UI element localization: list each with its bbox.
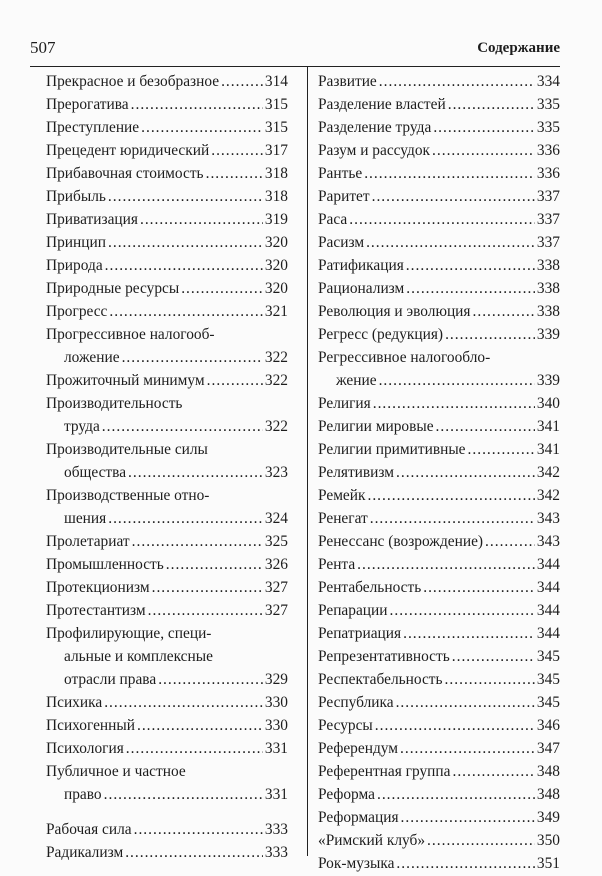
column-divider (307, 66, 308, 856)
dot-leader (108, 231, 263, 254)
toc-entry[interactable] (46, 162, 288, 185)
toc-entry-page: 344 (536, 602, 560, 619)
section-title: Содержание (477, 40, 560, 56)
toc-entry-title-line: Развитие (318, 73, 377, 90)
dot-leader (137, 714, 263, 737)
toc-entry-page: 349 (536, 809, 560, 826)
toc-entry-title-line: Репатриация (318, 625, 402, 642)
dot-leader (452, 645, 535, 668)
toc-entry-page: 325 (264, 533, 288, 550)
toc-entry[interactable] (318, 599, 560, 622)
toc-entry[interactable] (46, 530, 288, 553)
toc-entry[interactable] (318, 806, 560, 829)
dot-leader (473, 300, 535, 323)
toc-entry-page: 322 (264, 349, 288, 366)
toc-entry[interactable] (318, 507, 560, 530)
toc-entry-title-line: Революция и эволюция (318, 303, 471, 320)
toc-entry-page: 345 (536, 648, 560, 665)
toc-entry-page: 344 (536, 625, 560, 642)
toc-entry-title-line: Регрессивное налогообло- (318, 349, 491, 366)
toc-entry[interactable] (46, 369, 288, 392)
toc-entry-title-line: Раса (318, 211, 348, 228)
dot-leader (152, 576, 263, 599)
toc-entry-page: 350 (536, 832, 560, 849)
toc-entry-page: 318 (264, 188, 288, 205)
toc-entry[interactable] (46, 392, 288, 438)
toc-entry-page: 340 (536, 395, 560, 412)
toc-entry[interactable] (318, 208, 560, 231)
dot-leader (104, 783, 263, 806)
toc-entry[interactable] (318, 277, 560, 300)
toc-entry[interactable] (318, 760, 560, 783)
toc-entry-title-line: шения (64, 510, 107, 527)
toc-entry[interactable] (318, 116, 560, 139)
toc-entry-page: 321 (264, 303, 288, 320)
toc-entry-title-line: «Римский клуб» (318, 832, 426, 849)
toc-entry-page: 342 (536, 464, 560, 481)
toc-entry[interactable] (318, 139, 560, 162)
dot-leader (364, 162, 535, 185)
toc-entry-title-line: право (64, 786, 102, 803)
toc-entry[interactable] (318, 438, 560, 461)
toc-entry[interactable] (46, 185, 288, 208)
toc-entry-title-line: Регресс (редукция) (318, 326, 444, 343)
toc-entry-title-line: Психика (46, 694, 103, 711)
toc-entry-title-line: ложение (64, 349, 120, 366)
toc-entry[interactable] (46, 714, 288, 737)
toc-entry-page: 314 (264, 73, 288, 90)
toc-entry-title-line: Респектабельность (318, 671, 443, 688)
toc-entry[interactable] (46, 438, 288, 484)
toc-entry-page: 348 (536, 763, 560, 780)
toc-entry-title-line: Референтная группа (318, 763, 451, 780)
toc-entry-page: 348 (536, 786, 560, 803)
dot-leader (357, 553, 535, 576)
toc-entry[interactable] (46, 277, 288, 300)
toc-entry-page: 315 (264, 119, 288, 136)
dot-leader (132, 530, 263, 553)
toc-entry-page: 327 (264, 579, 288, 596)
toc-entry[interactable] (46, 300, 288, 323)
dot-leader (396, 461, 535, 484)
toc-entry-page: 333 (264, 821, 288, 838)
toc-entry-title-line: Профилирующие, специ- (46, 625, 212, 642)
dot-leader (128, 461, 263, 484)
page-number: 507 (30, 38, 56, 57)
toc-entry-title-line: Природа (46, 257, 103, 274)
toc-entry-page: 335 (536, 119, 560, 136)
dot-leader (141, 116, 263, 139)
toc-entry[interactable] (46, 139, 288, 162)
dot-leader (207, 369, 263, 392)
toc-entry-page: 326 (264, 556, 288, 573)
toc-entry-title-line: Психология (46, 740, 124, 757)
toc-entry[interactable] (46, 208, 288, 231)
toc-entry[interactable] (46, 231, 288, 254)
toc-entry-title-line: Рок-музыка (318, 855, 395, 872)
dot-leader (181, 277, 263, 300)
toc-entry[interactable] (318, 484, 560, 507)
toc-entry-title-line: Разделение труда (318, 119, 432, 136)
toc-entry-page: 337 (536, 211, 560, 228)
dot-leader (366, 231, 535, 254)
toc-entry-title-line: Радикализм (46, 844, 124, 861)
toc-entry[interactable] (318, 553, 560, 576)
toc-entry-title-line: Религии мировые (318, 418, 434, 435)
toc-entry[interactable] (318, 254, 560, 277)
toc-entry-page: 336 (536, 142, 560, 159)
toc-entry-title-line: Протестантизм (46, 602, 146, 619)
toc-entry-page: 322 (264, 372, 288, 389)
toc-entry-page: 324 (264, 510, 288, 527)
toc-entry-title-line: Рабочая сила (46, 821, 132, 838)
toc-entry[interactable] (46, 841, 288, 864)
dot-leader (445, 668, 535, 691)
toc-entry-page: 337 (536, 188, 560, 205)
dot-leader (406, 277, 535, 300)
toc-entry-title-line: Реформация (318, 809, 399, 826)
toc-entry-title-line: Протекционизм (46, 579, 150, 596)
toc-entry-title-line: жение (336, 372, 377, 389)
toc-entry-page: 317 (264, 142, 288, 159)
dot-leader (448, 93, 535, 116)
toc-entry[interactable] (318, 300, 560, 323)
toc-entry[interactable] (46, 622, 288, 691)
toc-entry[interactable] (318, 783, 560, 806)
dot-leader (406, 254, 535, 277)
toc-right-column (318, 70, 560, 875)
dot-leader (104, 691, 263, 714)
dot-leader (158, 668, 263, 691)
toc-entry[interactable] (318, 714, 560, 737)
toc-entry-page: 346 (536, 717, 560, 734)
dot-leader (375, 714, 535, 737)
toc-entry-title-line: Публичное и частное (46, 763, 186, 780)
toc-entry[interactable] (46, 576, 288, 599)
dot-leader (367, 484, 534, 507)
toc-entry[interactable] (318, 829, 560, 852)
toc-entry[interactable] (318, 576, 560, 599)
dot-leader (379, 369, 535, 392)
toc-entry-page: 335 (536, 96, 560, 113)
toc-entry-page: 331 (264, 740, 288, 757)
toc-entry-title-line: Раритет (318, 188, 370, 205)
dot-leader (140, 208, 263, 231)
toc-entry-page: 330 (264, 717, 288, 734)
toc-entry[interactable] (46, 760, 288, 806)
toc-entry[interactable] (46, 323, 288, 369)
dot-leader (126, 737, 263, 760)
toc-entry-title-line: Реформа (318, 786, 375, 803)
toc-entry-page: 337 (536, 234, 560, 251)
toc-entry-title-line: Республика (318, 694, 394, 711)
dot-leader (102, 415, 263, 438)
toc-entry-page: 339 (536, 326, 560, 343)
dot-leader (372, 185, 535, 208)
dot-leader (432, 139, 535, 162)
dot-leader (396, 691, 535, 714)
toc-entry[interactable] (318, 415, 560, 438)
dot-leader (370, 507, 535, 530)
toc-entry[interactable] (318, 70, 560, 93)
toc-entry-title-line: Прецедент юридический (46, 142, 210, 159)
toc-entry-page: 319 (264, 211, 288, 228)
dot-leader (211, 139, 263, 162)
dot-leader (148, 599, 263, 622)
dot-leader (445, 323, 535, 346)
toc-entry-page: 334 (536, 73, 560, 90)
toc-entry-page: 315 (264, 96, 288, 113)
toc-entry-title-line: Прогрессивное налогооб- (46, 326, 215, 343)
toc-entry-title-line: Ренегат (318, 510, 368, 527)
toc-entry-page: 330 (264, 694, 288, 711)
dot-leader (379, 70, 535, 93)
dot-leader (396, 852, 535, 875)
toc-left-column (46, 70, 288, 864)
toc-entry-title-line: Природные ресурсы (46, 280, 180, 297)
toc-entry-title-line: Релятивизм (318, 464, 395, 481)
toc-entry-title-line: Репрезентативность (318, 648, 450, 665)
toc-entry-title-line: Психогенный (46, 717, 135, 734)
toc-entry-page: 320 (264, 257, 288, 274)
toc-entry-title-line: Рантье (318, 165, 363, 182)
dot-leader (206, 162, 263, 185)
toc-entry-title-line: Рентабельность (318, 579, 422, 596)
toc-entry-title-line: Ратификация (318, 257, 404, 274)
toc-entry[interactable] (318, 668, 560, 691)
toc-entry-title-line: Прибыль (46, 188, 106, 205)
toc-entry-page: 347 (536, 740, 560, 757)
toc-entry-title-line: Производительность (46, 395, 183, 412)
toc-entry-title-line: общества (64, 464, 127, 481)
dot-leader (134, 818, 263, 841)
toc-entry-page: 339 (536, 372, 560, 389)
toc-entry-title-line: Расизм (318, 234, 365, 251)
toc-entry-title-line: Пролетариат (46, 533, 130, 550)
toc-entry-page: 344 (536, 556, 560, 573)
dot-leader (427, 829, 535, 852)
toc-entry-title-line: Прибавочная стоимость (46, 165, 204, 182)
toc-entry-page: 338 (536, 257, 560, 274)
toc-entry[interactable] (318, 392, 560, 415)
dot-leader (401, 806, 535, 829)
toc-entry-title-line: Рента (318, 556, 356, 573)
toc-entry-title-line: Прерогатива (46, 96, 129, 113)
toc-entry-page: 343 (536, 533, 560, 550)
toc-entry-page: 333 (264, 844, 288, 861)
toc-entry-page: 331 (264, 786, 288, 803)
dot-leader (108, 185, 263, 208)
toc-entry-page: 320 (264, 234, 288, 251)
toc-entry[interactable] (318, 622, 560, 645)
toc-entry[interactable] (46, 70, 288, 93)
toc-entry-title-line: Религия (318, 395, 371, 412)
dot-leader (433, 116, 535, 139)
toc-entry[interactable] (318, 737, 560, 760)
toc-entry[interactable] (318, 461, 560, 484)
page-header (30, 30, 560, 67)
dot-leader (125, 841, 263, 864)
toc-entry-title-line: труда (64, 418, 100, 435)
dot-leader (166, 553, 263, 576)
toc-entry[interactable] (46, 254, 288, 277)
toc-entry-page: 344 (536, 579, 560, 596)
toc-entry[interactable] (46, 818, 288, 841)
toc-entry[interactable] (46, 116, 288, 139)
dot-leader (221, 70, 263, 93)
toc-entry-page: 345 (536, 671, 560, 688)
toc-entry-title-line: Разделение властей (318, 96, 446, 113)
toc-entry[interactable] (46, 93, 288, 116)
dot-leader (377, 783, 535, 806)
toc-entry-title-line: Прогресс (46, 303, 108, 320)
toc-entry-title-line: Ресурсы (318, 717, 373, 734)
toc-entry[interactable] (46, 737, 288, 760)
dot-leader (403, 622, 535, 645)
toc-entry[interactable] (318, 346, 560, 392)
toc-entry-title-line: Прекрасное и безобразное (46, 73, 220, 90)
toc-entry-title-line: Принцип (46, 234, 106, 251)
dot-leader (108, 507, 263, 530)
toc-entry-title-line: Референдум (318, 740, 399, 757)
dot-leader (349, 208, 535, 231)
toc-entry-page: 320 (264, 280, 288, 297)
dot-leader (423, 576, 535, 599)
toc-entry[interactable] (46, 599, 288, 622)
toc-entry-title-line: Производственные отно- (46, 487, 210, 504)
toc-entry-page: 343 (536, 510, 560, 527)
toc-entry[interactable] (46, 553, 288, 576)
toc-entry-title-line: Репарации (318, 602, 388, 619)
toc-entry-title-line: Ремейк (318, 487, 366, 504)
toc-entry-page: 341 (536, 441, 560, 458)
toc-entry[interactable] (318, 852, 560, 875)
toc-entry-page: 329 (264, 671, 288, 688)
toc-entry-title-line: Рационализм (318, 280, 405, 297)
toc-entry[interactable] (318, 93, 560, 116)
toc-entry-page: 342 (536, 487, 560, 504)
toc-entry[interactable] (318, 231, 560, 254)
dot-leader (436, 415, 535, 438)
toc-entry[interactable] (318, 691, 560, 714)
dot-leader (105, 254, 263, 277)
toc-entry[interactable] (318, 323, 560, 346)
toc-entry-title-line: Прожиточный минимум (46, 372, 205, 389)
toc-entry-title-line: Религии примитивные (318, 441, 466, 458)
toc-entry-title-line: Производительные силы (46, 441, 208, 458)
toc-entry-page: 351 (536, 855, 560, 872)
dot-leader (400, 737, 535, 760)
dot-leader (390, 599, 535, 622)
toc-entry-page: 345 (536, 694, 560, 711)
dot-leader (468, 438, 535, 461)
toc-entry-title-line: альные и комплексные (64, 648, 213, 665)
toc-entry[interactable] (318, 530, 560, 553)
toc-entry-page: 341 (536, 418, 560, 435)
dot-leader (131, 93, 263, 116)
toc-entry-title-line: Промышленность (46, 556, 164, 573)
dot-leader (373, 392, 535, 415)
dot-leader (485, 530, 535, 553)
toc-entry-title-line: отрасли права (64, 671, 157, 688)
toc-entry-page: 338 (536, 280, 560, 297)
dot-leader (452, 760, 534, 783)
toc-entry[interactable] (46, 484, 288, 530)
toc-entry[interactable] (318, 162, 560, 185)
toc-entry-title-line: Преступление (46, 119, 140, 136)
toc-entry[interactable] (318, 645, 560, 668)
toc-entry-page: 327 (264, 602, 288, 619)
toc-entry-page: 323 (264, 464, 288, 481)
toc-entry-page: 318 (264, 165, 288, 182)
toc-entry-page: 336 (536, 165, 560, 182)
toc-entry-title-line: Разум и рассудок (318, 142, 431, 159)
toc-entry-page: 338 (536, 303, 560, 320)
dot-leader (122, 346, 263, 369)
toc-entry-title-line: Ренессанс (возрождение) (318, 533, 484, 550)
toc-entry-title-line: Приватизация (46, 211, 138, 228)
toc-entry[interactable] (46, 691, 288, 714)
dot-leader (109, 300, 263, 323)
toc-entry[interactable] (318, 185, 560, 208)
toc-entry-page: 322 (264, 418, 288, 435)
